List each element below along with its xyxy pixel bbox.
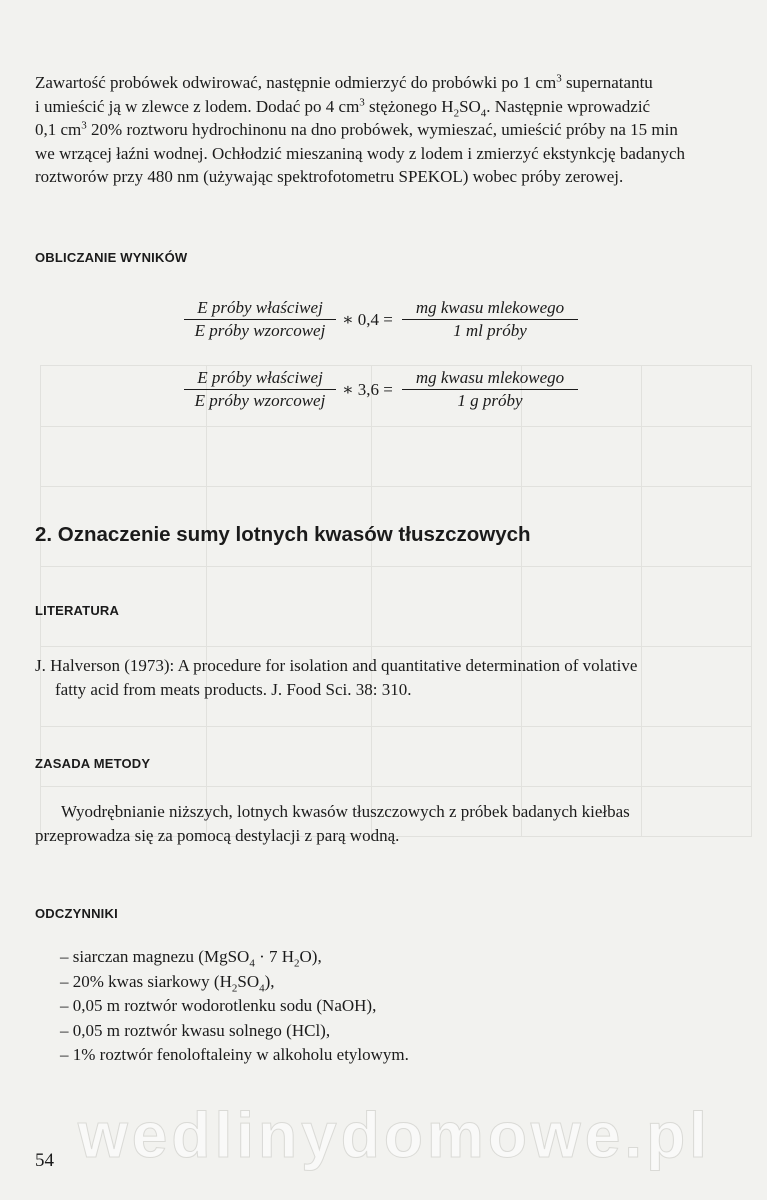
formula1-numerator-left: E próby właściwej xyxy=(184,298,336,320)
formula2-denominator-right: 1 g próby xyxy=(457,391,523,410)
formula2-numerator-right: mg kwasu mlekowego xyxy=(402,368,578,390)
para1-line4: we wrzącej łaźni wodnej. Ochłodzić mieszaniną wody z lodem i zmierzyć ekstynkcję badanych xyxy=(35,143,685,163)
formula2-operator: ∗ 3,6 = xyxy=(342,380,393,399)
page-number: 54 xyxy=(35,1150,54,1171)
reagents-list xyxy=(60,945,409,1068)
formula-ml xyxy=(184,298,584,348)
literature-heading: LITERATURA xyxy=(35,603,120,618)
formula2-numerator-left: E próby właściwej xyxy=(184,368,336,390)
list-item: – 1% roztwór fenoloftaleiny w alkoholu etylowym. xyxy=(60,1045,409,1064)
para1-line5: roztworów przy 480 nm (używając spektrofotometru SPEKOL) wobec próby zerowej. xyxy=(35,167,624,186)
formula2-denominator-left: E próby wzorcowej xyxy=(194,391,326,410)
watermark: wedlinydomowe.pl xyxy=(78,1099,711,1171)
method-paragraph xyxy=(35,800,732,847)
intro-paragraph: Zawartość probówek odwirować, następnie odmierzyć do probówki po 1 $cm^3$ supernatantu i umieścić ją w zlewce z lodem. Dodać po 4 $cm^3$ stężonego $H_2SO_4$. Następnie wprowadzić 0,1 $cm^3$ 20% roztworu hydrochinonu na dno probówek, wymieszać, umieścić próby na 15 min we wrzącej łaźni wodnej. Ochłodzić mieszaniną wody z lodem i zmierzyć ekstynkcję badanych roztworów przy 480 nm (używając spektrofotometru SPEKOL) wobec próby zerowej. xyxy=(35,71,732,189)
formula-g xyxy=(184,368,584,418)
formula1-operator: ∗ 0,4 = xyxy=(342,310,393,329)
reagents-heading: ODCZYNNIKI xyxy=(35,906,118,921)
method-line1: Wyodrębnianie niższych, lotnych kwasów tłuszczowych z próbek badanych kiełbas xyxy=(61,802,630,821)
formula1-denominator-right: 1 ml próby xyxy=(453,321,527,340)
literature-reference xyxy=(35,654,732,701)
formula1-denominator-left: E próby wzorcowej xyxy=(194,321,326,340)
calc-heading: OBLICZANIE WYNIKÓW xyxy=(35,250,188,265)
reference-line2: fatty acid from meats products. J. Food Sci. 38: 310. xyxy=(55,679,412,699)
list-item: – 0,05 m roztwór wodorotlenku sodu (NaOH), xyxy=(60,996,377,1015)
method-line2: przeprowadza się za pomocą destylacji z parą wodną. xyxy=(35,825,400,845)
para1-line2: i umieścić ją w zlewce z lodem. Dodać po 4 cm xyxy=(35,96,360,116)
list-item: – 20% kwas siarkowy $(H_2SO_4)$, xyxy=(60,971,275,994)
section-title: 2. Oznaczenie sumy lotnych kwasów tłuszczowych xyxy=(35,523,531,546)
reference-line1: J. Halverson (1973): A procedure for isolation and quantitative determination of volative xyxy=(35,656,638,675)
para1-line3: 0,1 cm xyxy=(35,120,82,139)
method-heading: ZASADA METODY xyxy=(35,756,151,771)
para1-line1: Zawartość probówek odwirować, następnie odmierzyć do probówki po 1 cm xyxy=(35,73,557,92)
list-item: – siarczan magnezu (MgSO$_4$ · 7 $H_2O$), xyxy=(60,947,322,970)
list-item: – 0,05 m roztwór kwasu solnego (HCl), xyxy=(60,1020,331,1040)
formula1-numerator-right: mg kwasu mlekowego xyxy=(402,298,578,320)
